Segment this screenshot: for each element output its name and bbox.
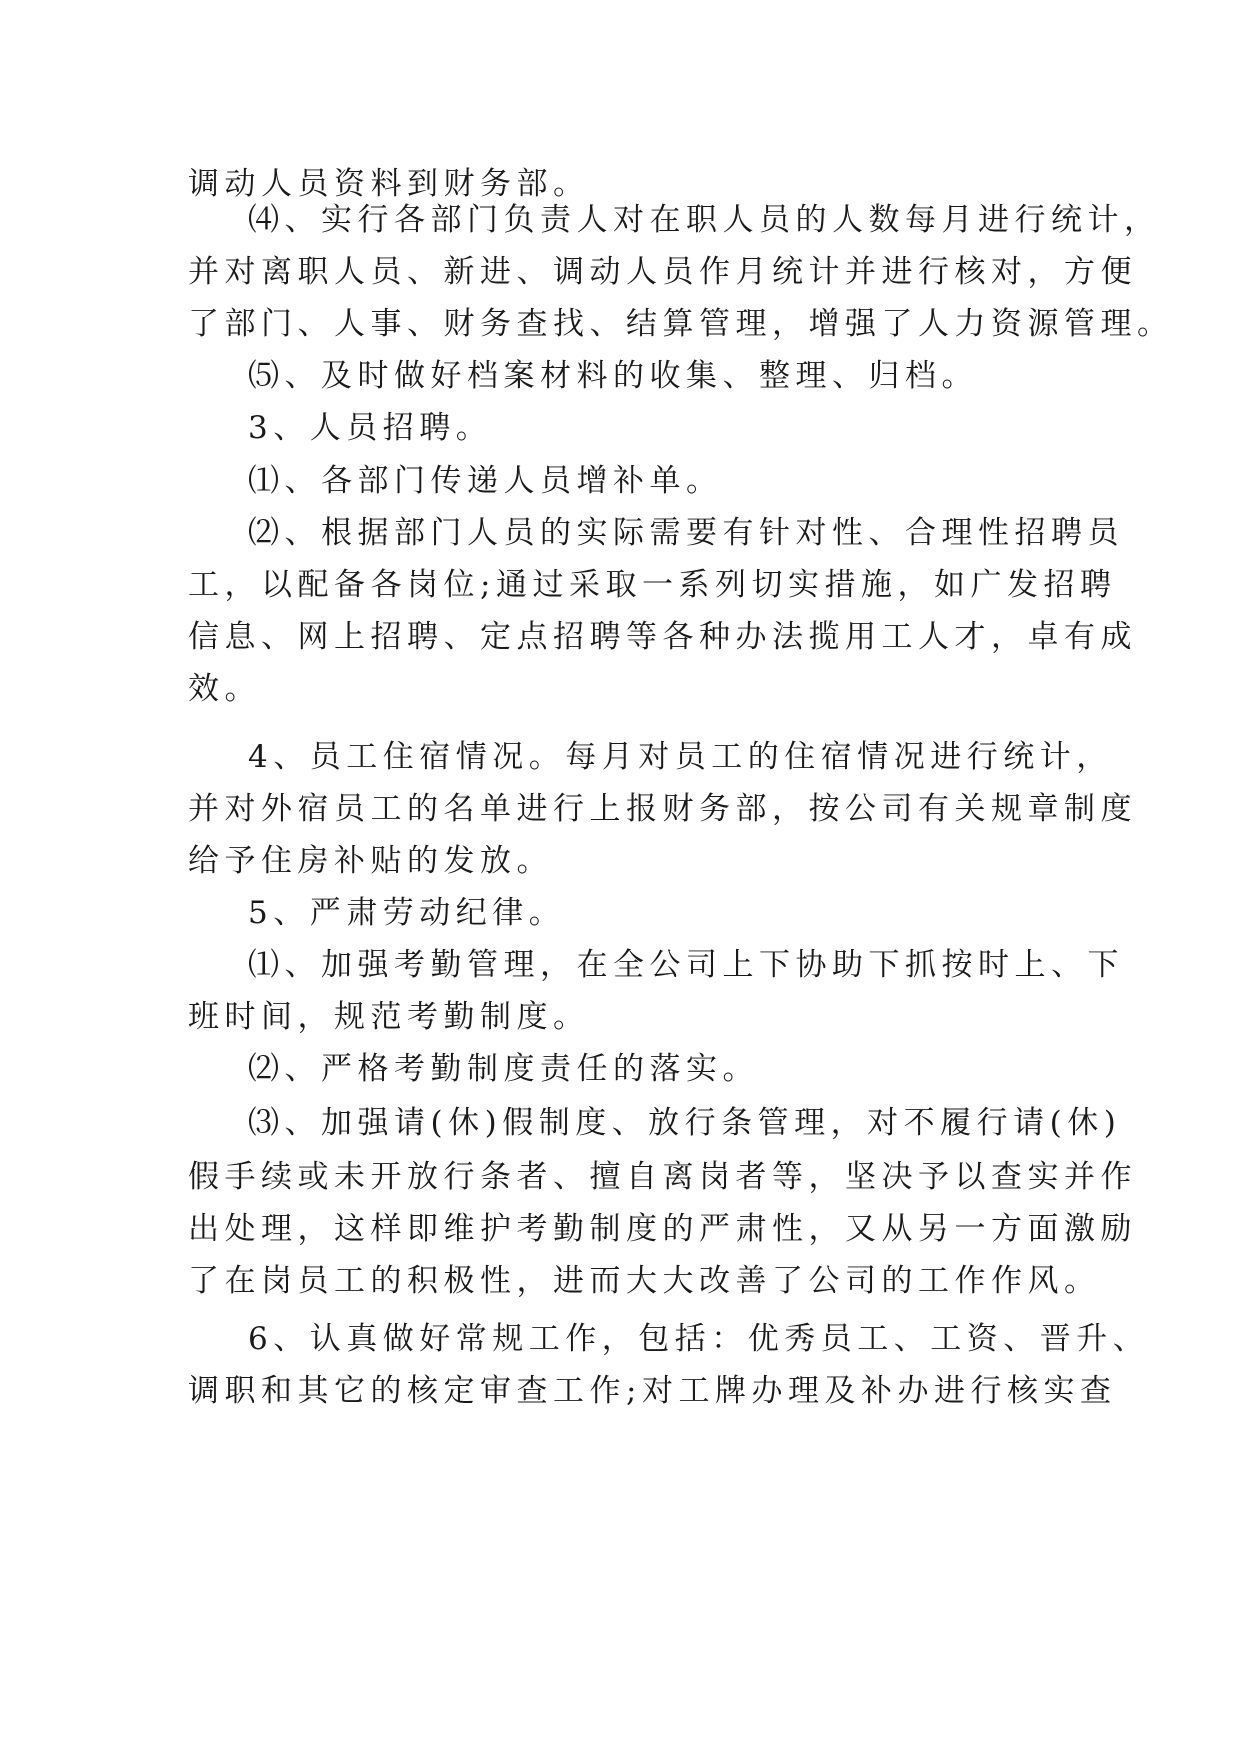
text-line: 给予住房补贴的发放。 (188, 843, 553, 879)
text-line: 了在岗员工的积极性，进而大大改善了公司的工作作风。 (188, 1263, 1101, 1299)
text-line: ⑵、根据部门人员的实际需要有针对性、合理性招聘员 (248, 515, 1124, 551)
text-line: ⑴、加强考勤管理，在全公司上下协助下抓按时上、下 (248, 947, 1124, 983)
text-line: ⑸、及时做好档案材料的收集、整理、归档。 (248, 358, 978, 394)
text-line: 并对外宿员工的名单进行上报财务部，按公司有关规章制度 (188, 791, 1137, 827)
text-line: ⑷、实行各部门负责人对在职人员的人数每月进行统计， (248, 202, 1161, 238)
text-line: 假手续或未开放行条者、擅自离岗者等，坚决予以查实并作 (188, 1159, 1137, 1195)
text-line: 6、认真做好常规工作，包括：优秀员工、工资、晋升、 (248, 1321, 1150, 1357)
text-line: 并对离职人员、新进、调动人员作月统计并进行核对，方便 (188, 254, 1137, 290)
text-line: ⑵、严格考勤制度责任的落实。 (248, 1051, 759, 1087)
text-line: 调职和其它的核定审查工作;对工牌办理及补办进行核实查 (188, 1373, 1117, 1409)
text-line: 4、员工住宿情况。每月对员工的住宿情况进行统计， (248, 739, 1113, 775)
text-line: 5、严肃劳动纪律。 (248, 895, 566, 931)
text-line: 出处理，这样即维护考勤制度的严肃性，又从另一方面激励 (188, 1211, 1137, 1247)
text-line: 效。 (188, 671, 261, 707)
text-line: 信息、网上招聘、定点招聘等各种办法揽用工人才，卓有成 (188, 619, 1137, 655)
text-line: ⑶、加强请(休)假制度、放行条管理，对不履行请(休) (248, 1105, 1122, 1141)
text-line: 3、人员招聘。 (248, 410, 493, 446)
text-line: 班时间，规范考勤制度。 (188, 999, 590, 1035)
text-line: 了部门、人事、财务查找、结算管理，增强了人力资源管理。 (188, 306, 1174, 342)
text-line: 调动人员资料到财务部。 (188, 166, 590, 202)
text-line: 工，以配备各岗位;通过采取一系列切实措施，如广发招聘 (188, 567, 1117, 603)
text-line: ⑴、各部门传递人员增补单。 (248, 463, 723, 499)
